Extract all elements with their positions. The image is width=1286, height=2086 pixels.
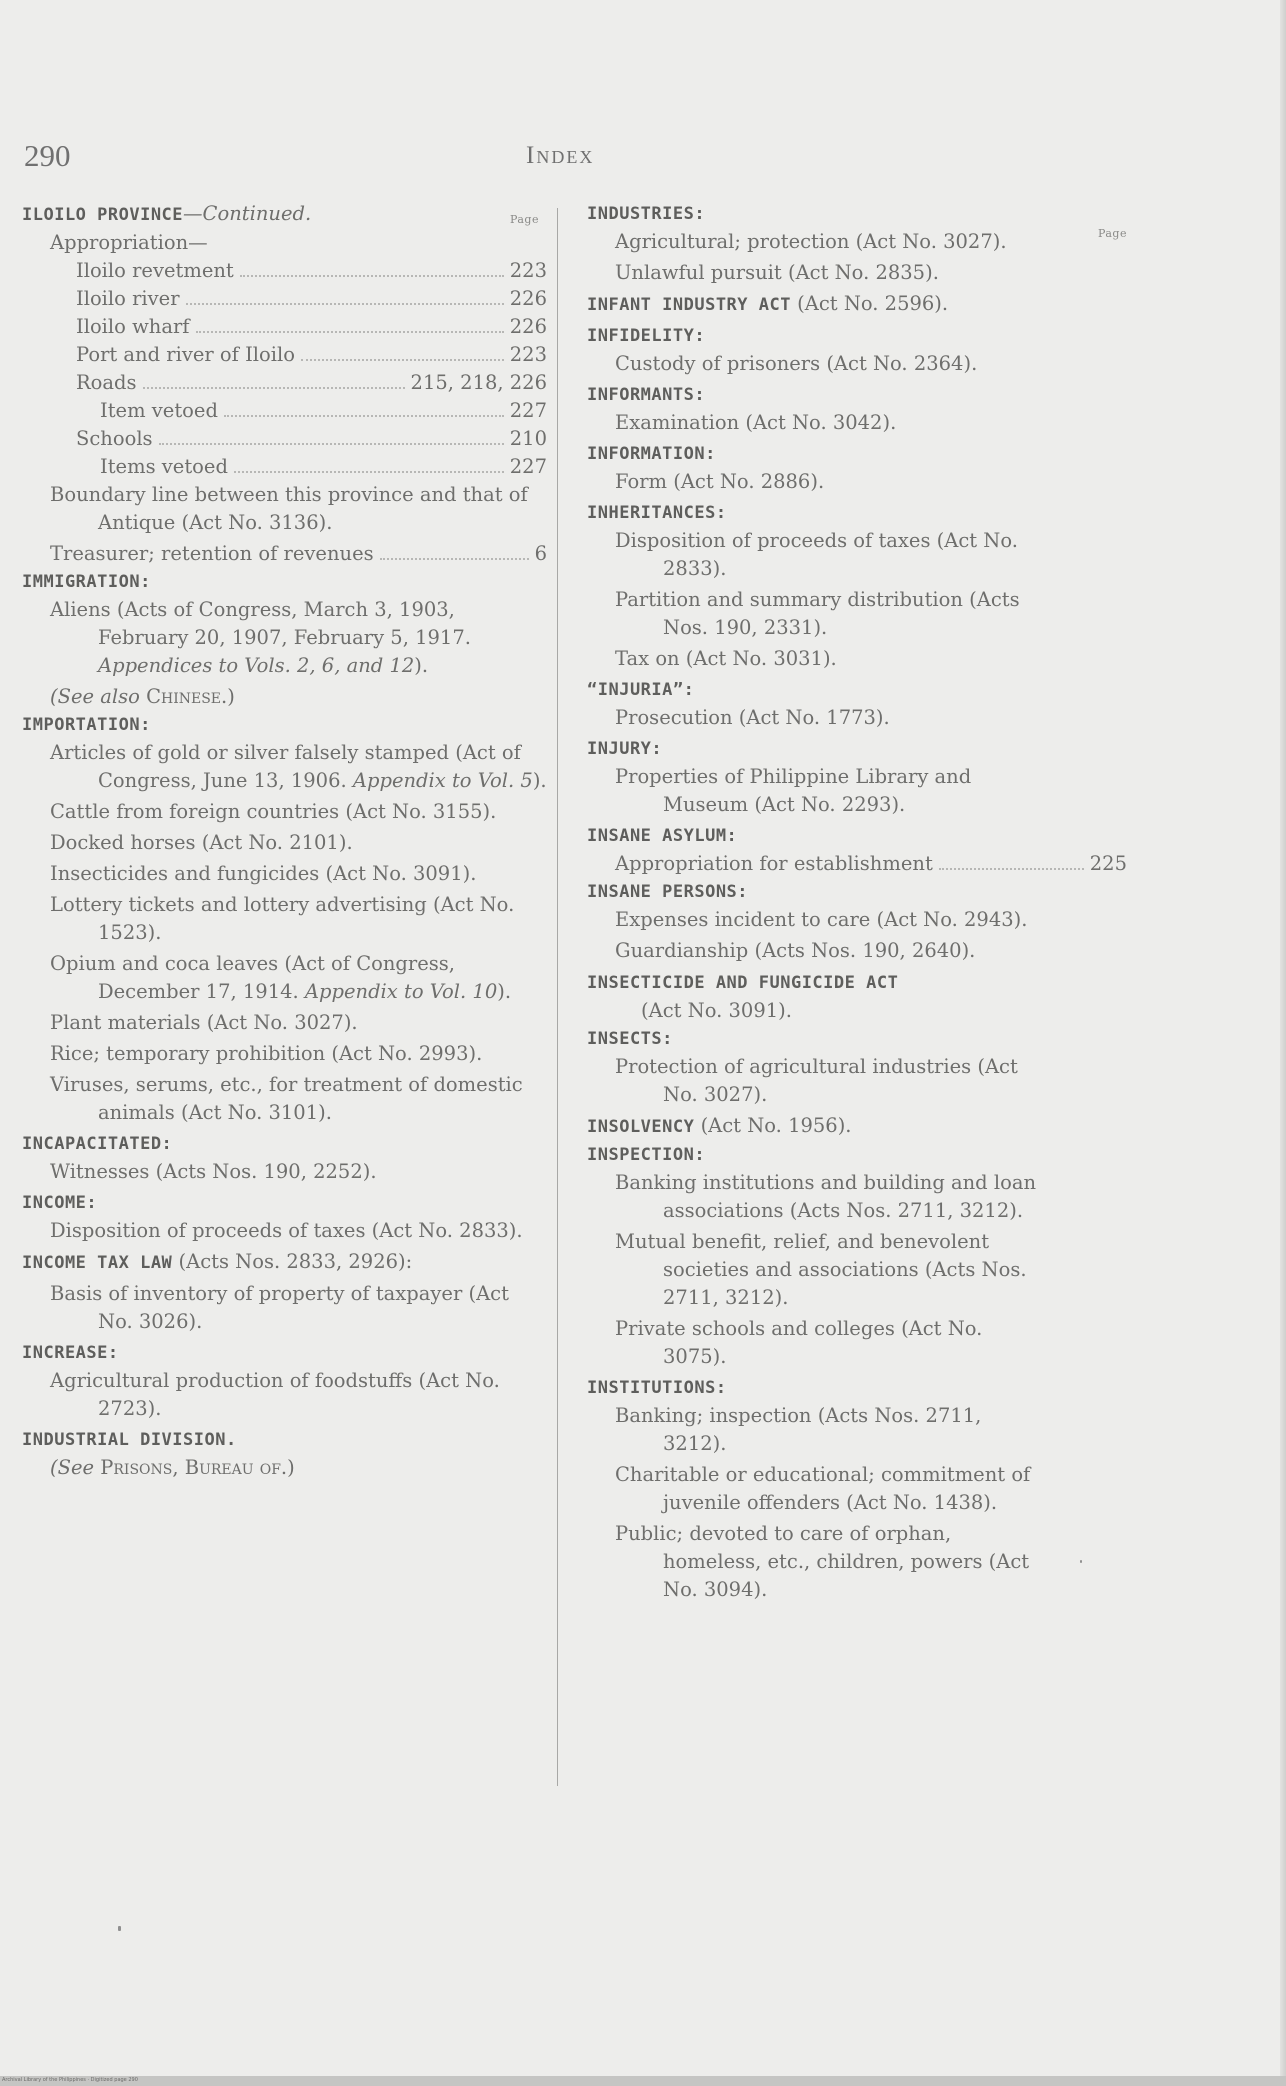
page-reference: 227 — [509, 399, 547, 422]
subentry-banking-institutions: Banking institutions and building and loan associations (Acts Nos. 2711, 3212). — [615, 1171, 1037, 1222]
subentry-agricultural-protection: Agricultural; protection (Act No. 3027). — [615, 230, 1007, 253]
page-reference: 225 — [1089, 852, 1127, 875]
left-column — [22, 200, 547, 1482]
page-reference: 210 — [509, 427, 547, 450]
appendix-reference: Appendices to Vols. 2, 6, and 12 — [98, 654, 415, 677]
index-heading-informants: INFORMANTS: — [587, 385, 706, 405]
subentry-banking-inspection: Banking; inspection (Acts Nos. 2711, 3212). — [615, 1404, 982, 1455]
paper-speck — [118, 1926, 121, 1931]
entry-act-reference: (Act No. 3091). — [641, 999, 792, 1022]
subentry-articles-gold-silver — [22, 739, 547, 795]
entry-text: Articles of gold or silver falsely stamped (Act of Congress, June 13, 1906. — [50, 741, 521, 792]
page-column-label: Page — [1097, 227, 1127, 240]
entry-label: Item vetoed — [100, 399, 218, 422]
entry-text: (Act No. 1956). — [700, 1114, 852, 1137]
index-heading-increase: INCREASE: — [22, 1343, 119, 1363]
subentry-iloilo-river — [22, 285, 547, 313]
subentry-lottery: Lottery tickets and lottery advertising (Act No. 1523). — [50, 893, 515, 944]
index-heading-industrial-division: INDUSTRIAL DIVISION. — [22, 1430, 237, 1450]
subentry-mutual-benefit: Mutual benefit, relief, and benevolent societies and associations (Acts Nos. 2711, 3212). — [615, 1230, 1027, 1309]
index-entry-iloilo-province — [22, 200, 547, 229]
subentry-tax-on: Tax on (Act No. 3031). — [615, 647, 837, 670]
index-heading-injuria: “INJURIA”: — [587, 680, 695, 700]
page-number: 290 — [24, 138, 71, 173]
cross-reference — [22, 683, 547, 711]
dot-leader — [186, 303, 504, 305]
running-title: Index — [526, 142, 595, 169]
index-heading-insects: INSECTS: — [587, 1029, 673, 1049]
subentry-income-disposition: Disposition of proceeds of taxes (Act No. 2833). — [50, 1219, 523, 1242]
column-divider — [557, 208, 558, 1786]
entry-text: Opium and coca leaves (Act of Congress, December 17, 1914. — [50, 952, 455, 1003]
entry-text-close: ). — [497, 980, 512, 1003]
paper-speck — [1080, 1560, 1082, 1563]
appendix-reference: Appendix to Vol. 10 — [304, 980, 498, 1003]
index-entry-insolvency — [587, 1112, 1047, 1141]
entry-label: Roads — [76, 371, 137, 394]
scan-footer-strip — [0, 2076, 1286, 2086]
subentry-prosecution: Prosecution (Act No. 1773). — [615, 706, 890, 729]
page-reference: 227 — [509, 455, 547, 478]
subentry-plant-materials: Plant materials (Act No. 3027). — [50, 1011, 358, 1034]
index-heading: ILOILO PROVINCE — [22, 205, 184, 225]
index-entry-income-tax-law — [22, 1248, 547, 1277]
subentry-opium — [22, 950, 547, 1006]
subentry-private-schools: Private schools and colleges (Act No. 3075). — [615, 1317, 983, 1368]
index-heading-income: INCOME: — [22, 1193, 98, 1213]
subentry-aliens — [22, 596, 547, 680]
subentry-inheritance-disposition: Disposition of proceeds of taxes (Act No. 2833). — [615, 529, 1018, 580]
subentry-form: Form (Act No. 2886). — [615, 470, 825, 493]
subentry-insecticides: Insecticides and fungicides (Act No. 3091). — [50, 862, 477, 885]
subentry-guardianship: Guardianship (Acts Nos. 190, 2640). — [615, 939, 976, 962]
subentry-partition: Partition and summary distribution (Acts Nos. 190, 2331). — [615, 588, 1020, 639]
subentry-custody-of-prisoners: Custody of prisoners (Act No. 2364). — [615, 352, 978, 375]
dot-leader — [380, 558, 529, 560]
index-entry-infant-industry-act — [587, 290, 1047, 319]
subentry-rice: Rice; temporary prohibition (Act No. 2993). — [50, 1042, 483, 1065]
subentry-appropriation: Appropriation— — [50, 231, 208, 254]
index-heading: INSECTICIDE AND FUNGICIDE ACT — [587, 973, 899, 993]
index-heading-insane-persons: INSANE PERSONS: — [587, 882, 749, 902]
dot-leader — [301, 359, 504, 361]
dot-leader — [240, 275, 504, 277]
index-heading-importation: IMPORTATION: — [22, 715, 151, 735]
subentry-schools — [22, 425, 547, 453]
entry-label: Appropriation for establishment — [615, 852, 933, 875]
page-header — [0, 138, 1286, 188]
subentry-treasurer — [22, 540, 547, 568]
entry-label: Iloilo wharf — [76, 315, 190, 338]
entry-label: Items vetoed — [100, 455, 228, 478]
subentry-viruses: Viruses, serums, etc., for treatment of domestic animals (Act No. 3101). — [50, 1073, 523, 1124]
entry-label: Iloilo river — [76, 287, 180, 310]
index-heading: INFANT INDUSTRY ACT — [587, 295, 791, 315]
cross-reference — [22, 1454, 547, 1482]
subentry-schools-items-vetoed — [22, 453, 547, 481]
see-also-label: (See also — [50, 685, 140, 708]
index-heading-infidelity: INFIDELITY: — [587, 326, 706, 346]
appendix-reference: Appendix to Vol. 5 — [352, 769, 533, 792]
scan-footer-text: Archival Library of the Philippines · Digitized page 290 — [2, 2077, 138, 2083]
subentry-examination: Examination (Act No. 3042). — [615, 411, 897, 434]
continued-label: —Continued. — [183, 202, 312, 225]
dot-leader — [196, 331, 504, 333]
entry-label: Schools — [76, 427, 153, 450]
entry-label: Port and river of Iloilo — [76, 343, 295, 366]
cross-reference-target: Chinese.) — [146, 685, 235, 708]
subentry-public-orphan: Public; devoted to care of orphan, homeless, etc., children, powers (Act No. 3094). — [615, 1522, 1030, 1601]
page-column-label: Page — [509, 213, 539, 226]
index-heading: INCOME TAX LAW — [22, 1253, 173, 1273]
subentry-agricultural-production: Agricultural production of foodstuffs (Act No. 2723). — [50, 1369, 500, 1420]
subentry-iloilo-wharf — [22, 313, 547, 341]
index-heading-insane-asylum: INSANE ASYLUM: — [587, 826, 738, 846]
dot-leader — [234, 471, 504, 473]
dot-leader — [143, 387, 405, 389]
see-label: (See — [50, 1456, 95, 1479]
subentry-expenses-care: Expenses incident to care (Act No. 2943). — [615, 908, 1028, 931]
page-reference: 223 — [509, 259, 547, 282]
dot-leader — [939, 868, 1084, 870]
subentry-roads-item-vetoed — [22, 397, 547, 425]
subentry-charitable: Charitable or educational; commitment of juvenile offenders (Act No. 1438). — [615, 1463, 1031, 1514]
subentry-basis-of-inventory: Basis of inventory of property of taxpayer (Act No. 3026). — [50, 1282, 509, 1333]
index-heading-inspection: INSPECTION: — [587, 1145, 706, 1165]
subentry-unlawful-pursuit: Unlawful pursuit (Act No. 2835). — [615, 261, 939, 284]
subentry-witnesses: Witnesses (Acts Nos. 190, 2252). — [50, 1160, 377, 1183]
page-reference: 226 — [509, 315, 547, 338]
subentry-port-and-river — [22, 341, 547, 369]
index-heading-incapacitated: INCAPACITATED: — [22, 1134, 173, 1154]
index-heading: INSOLVENCY — [587, 1117, 695, 1137]
subentry-boundary-line: Boundary line between this province and that of Antique (Act No. 3136). — [50, 483, 528, 534]
page-reference: 215, 218, 226 — [410, 371, 547, 394]
index-heading-industries: INDUSTRIES: — [587, 204, 706, 224]
entry-text: (Acts Nos. 2833, 2926): — [178, 1250, 413, 1273]
index-heading-information: INFORMATION: — [587, 444, 716, 464]
page-edge-shadow — [1280, 0, 1286, 2086]
entry-text: (Act No. 2596). — [797, 292, 949, 315]
index-entry-insecticide-act — [587, 968, 1047, 997]
entry-text: Aliens (Acts of Congress, March 3, 1903, February 20, 1907, February 5, 1917. — [50, 598, 471, 649]
entry-text-close: ). — [532, 769, 547, 792]
index-heading-injury: INJURY: — [587, 739, 663, 759]
subentry-properties-library: Properties of Philippine Library and Museum (Act No. 2293). — [615, 765, 972, 816]
index-heading-inheritances: INHERITANCES: — [587, 503, 727, 523]
index-heading-institutions: INSTITUTIONS: — [587, 1378, 727, 1398]
right-column — [587, 200, 1127, 1607]
subentry-docked-horses: Docked horses (Act No. 2101). — [50, 831, 353, 854]
entry-text-close: ). — [414, 654, 429, 677]
entry-label: Treasurer; retention of revenues — [50, 542, 374, 565]
page-reference: 226 — [509, 287, 547, 310]
subentry-iloilo-revetment — [22, 257, 547, 285]
index-heading-immigration: IMMIGRATION: — [22, 572, 151, 592]
cross-reference-target: Prisons, Bureau of.) — [100, 1456, 295, 1479]
subentry-roads — [22, 369, 547, 397]
dot-leader — [224, 415, 504, 417]
entry-label: Iloilo revetment — [76, 259, 234, 282]
page-reference: 223 — [509, 343, 547, 366]
subentry-protection-agricultural: Protection of agricultural industries (Act No. 3027). — [615, 1055, 1018, 1106]
subentry-cattle: Cattle from foreign countries (Act No. 3155). — [50, 800, 497, 823]
subentry-asylum-appropriation — [587, 850, 1127, 878]
page-reference: 6 — [534, 542, 547, 565]
dot-leader — [159, 443, 504, 445]
